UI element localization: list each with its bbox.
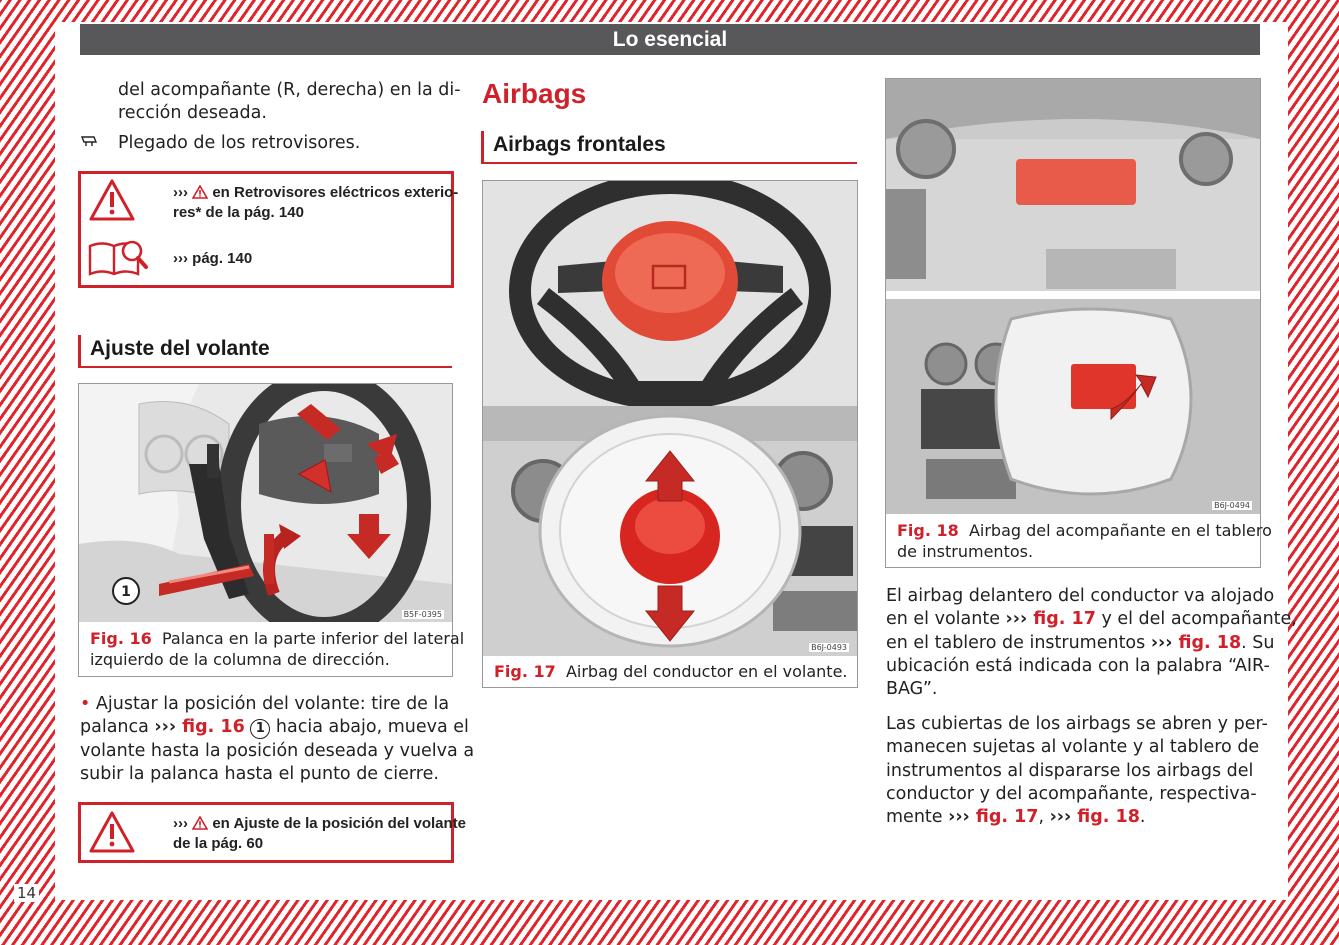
warning-ref-text-2: res* de la pág. 140 (173, 204, 304, 221)
ref-arrow: ››› (1049, 807, 1072, 828)
paragraph-airbag-covers (886, 713, 1268, 829)
separator: , (1038, 807, 1050, 828)
p1-line-1: El airbag delantero del conductor va alojado (886, 586, 1275, 606)
figure-18 (885, 78, 1261, 568)
warning-small-icon (192, 816, 208, 830)
fig-16-link[interactable]: fig. 16 (176, 717, 245, 738)
section-title-front-airbags: Airbags frontales (481, 131, 857, 164)
bullet-line-2b: hacia abajo, mueva el (270, 717, 469, 738)
ref-arrow: ››› (154, 717, 177, 738)
passenger-airbag-illustration (886, 79, 1260, 514)
caption-text: Airbag del conductor en el volante. (565, 662, 848, 681)
warning-ref-text: en Retrovisores eléctricos exterio- (212, 184, 459, 201)
figure-code: B6J-0493 (811, 643, 847, 652)
warning-ref-text: en Ajuste de la posición del volante (212, 815, 467, 832)
driver-airbag-illustration (483, 181, 857, 656)
section-title-steering-adjust: Ajuste del volante (78, 335, 452, 368)
p1-line-5: BAG”. (886, 679, 938, 700)
fig-18-link[interactable]: fig. 18 (1172, 632, 1242, 653)
p1-line-2a: en el volante (886, 609, 1006, 630)
manual-book-icon (88, 236, 150, 278)
paragraph-continuation: del acompañante (R, derecha) en la di- rección deseada. (118, 80, 461, 124)
ref-arrow: ››› (1150, 632, 1173, 653)
p1-line-4: ubicación está indicada con la palabra “AIR- (886, 655, 1270, 676)
ref-arrow: ››› (948, 807, 970, 828)
bullet-dot-icon: • (80, 694, 91, 714)
manual-ref-text: pág. 140 (192, 250, 253, 267)
bullet-line-3: volante hasta la posición deseada y vuelva a (80, 740, 475, 761)
p1-line-3b: . Su (1241, 632, 1275, 653)
caption-text: Palanca en la parte inferior del lateral (161, 629, 465, 648)
bullet-steering-adjust (80, 693, 474, 786)
mirror-fold-icon (80, 133, 98, 149)
figure-code: B5F-0395 (403, 610, 442, 619)
p1-line-3a: en el tablero de instrumentos (886, 632, 1151, 653)
figure-code: B6J-0494 (1214, 501, 1250, 510)
ref-arrow: ››› (173, 184, 188, 201)
figure-17-caption (494, 661, 848, 682)
figure-16-caption (90, 628, 464, 670)
chapter-title-airbags: Airbags (482, 78, 587, 109)
figure-17 (482, 180, 858, 688)
ref-arrow: ››› (1005, 609, 1028, 630)
p2-line-1: Las cubiertas de los airbags se abren y per- (886, 714, 1268, 734)
figure-18-caption (897, 520, 1272, 562)
period: . (1139, 807, 1146, 828)
p1-line-2b: y el del acompañante, (1095, 609, 1297, 630)
callout-1: 1 (121, 584, 131, 600)
warning-ref-text-2: de la pág. 60 (173, 835, 264, 852)
figure-label: Fig. 16 (90, 629, 152, 648)
warning-triangle-icon (88, 178, 136, 222)
warning-small-icon (192, 185, 208, 199)
callout-ref-1: 1 (250, 719, 270, 739)
caption-text-2: de instrumentos. (897, 542, 1034, 561)
figure-label: Fig. 17 (494, 662, 556, 681)
caption-text-2: izquierdo de la columna de dirección. (90, 650, 390, 669)
page-number: 14 (14, 884, 39, 902)
fig-17-link[interactable]: fig. 17 (1027, 609, 1096, 630)
p2-line-2: manecen sujetas al volante y al tablero de (886, 737, 1260, 758)
bullet-line-1: Ajustar la posición del volante: tire de la (95, 694, 450, 714)
manual-ref[interactable] (173, 249, 252, 269)
fig-18-link[interactable]: fig. 18 (1071, 807, 1140, 828)
steering-lever-illustration (79, 384, 452, 622)
warning-triangle-icon (88, 810, 136, 854)
p2-line-5a: mente (886, 807, 949, 828)
fig-17-link[interactable]: fig. 17 (969, 807, 1039, 828)
section-header: Lo esencial (80, 24, 1260, 55)
caption-text: Airbag del acompañante en el tablero (968, 521, 1272, 540)
warning-ref-steering[interactable] (173, 814, 466, 854)
bullet-line-2a: palanca (80, 717, 155, 738)
ref-arrow: ››› (173, 815, 188, 832)
ref-arrow: ››› (173, 250, 188, 267)
p2-line-4: conductor y del acompañante, respectiva- (886, 783, 1257, 804)
paragraph-airbag-location (886, 585, 1297, 701)
figure-label: Fig. 18 (897, 521, 959, 540)
warning-ref-mirrors[interactable] (173, 183, 458, 223)
mirror-fold-text: Plegado de los retrovisores. (118, 133, 361, 153)
bullet-line-4: subir la palanca hasta el punto de cierre. (80, 763, 439, 784)
p2-line-3: instrumentos al dispararse los airbags del (886, 760, 1254, 781)
